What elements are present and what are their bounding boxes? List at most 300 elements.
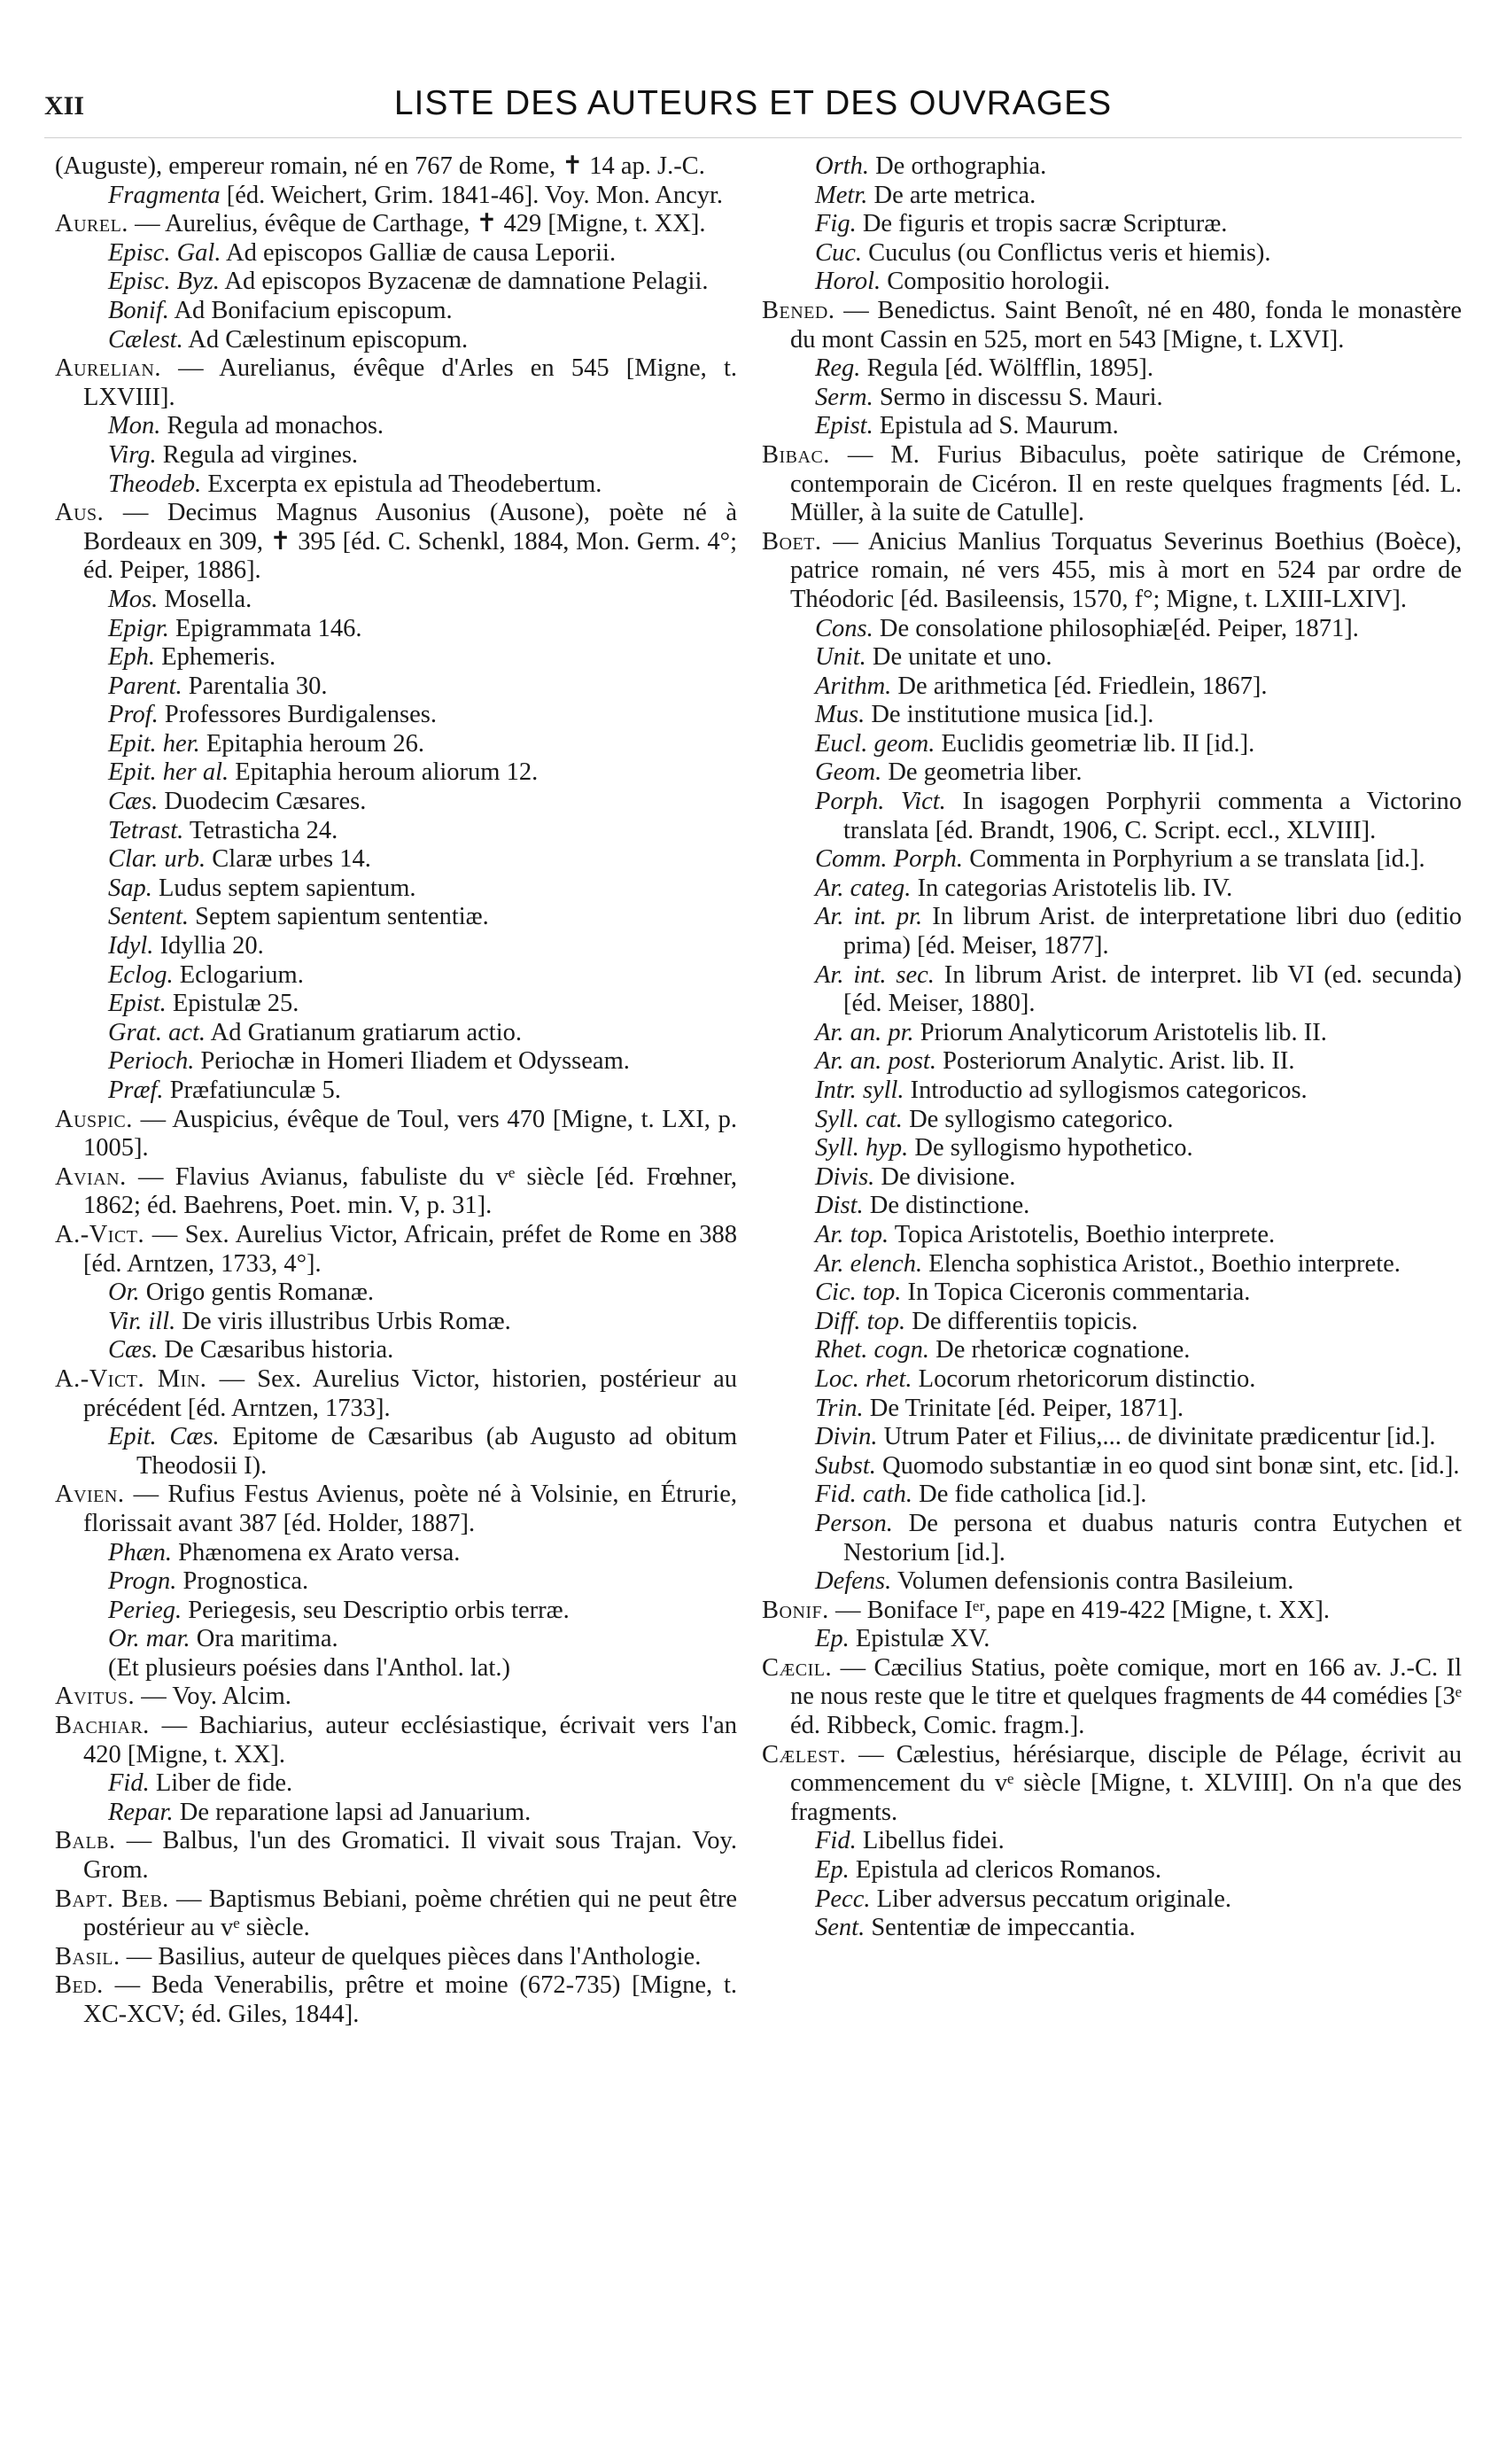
work-abbreviation: Cæs. bbox=[108, 1336, 159, 1364]
work-abbreviation: Epist. bbox=[815, 412, 873, 440]
work-entry bbox=[762, 1567, 1462, 1597]
entry-text: De divisione. bbox=[881, 1162, 1016, 1191]
work-abbreviation: Fid. bbox=[108, 1769, 150, 1798]
author-abbreviation: Bened. bbox=[762, 296, 835, 324]
entry-text: Quomodo substantiæ in eo quod sint bonæ sint, etc. [id.]. bbox=[882, 1451, 1460, 1480]
entry-text: Utrum Pater et Filius,... de divinitate prædicentur [id.]. bbox=[883, 1423, 1436, 1451]
entry-text: — Basilius, auteur de quelques pièces dans l'Anthologie. bbox=[126, 1942, 702, 1970]
work-abbreviation: Phæn. bbox=[108, 1538, 173, 1566]
entry-text: Ad episcopos Byzacenæ de damnatione Pelagii. bbox=[224, 268, 709, 296]
work-abbreviation: Sentent. bbox=[108, 903, 190, 931]
entry-text: De rhetoricæ cognatione. bbox=[935, 1336, 1191, 1364]
work-entry bbox=[55, 1279, 737, 1308]
work-abbreviation: Mus. bbox=[815, 701, 866, 729]
work-entry bbox=[55, 615, 737, 644]
work-entry bbox=[55, 1423, 737, 1481]
work-entry bbox=[762, 1481, 1462, 1510]
entry-text: De geometria liber. bbox=[888, 758, 1083, 787]
entry-text: (Auguste), empereur romain, né en 767 de Rome, ✝ 14 ap. J.-C. bbox=[55, 152, 705, 180]
work-abbreviation: Epit. Cæs. bbox=[108, 1423, 220, 1451]
entry-text: — Benedictus. Saint Benoît, né en 480, fonda le monastère du mont Cassin en 525, mort en 543 [Migne, t. LXVI]. bbox=[790, 296, 1463, 354]
work-abbreviation: Defens. bbox=[815, 1567, 892, 1596]
author-entry bbox=[55, 210, 737, 239]
work-abbreviation: Trin. bbox=[815, 1394, 864, 1422]
work-entry bbox=[762, 788, 1462, 845]
work-abbreviation: Ar. an. post. bbox=[815, 1047, 936, 1076]
entry-text: — Sex. Aurelius Victor, historien, postérieur au précédent [éd. Arntzen, 1733]. bbox=[83, 1364, 737, 1422]
work-entry bbox=[55, 758, 737, 788]
entry-text: Epitaphia heroum 26. bbox=[206, 729, 424, 758]
work-abbreviation: Epigr. bbox=[108, 614, 169, 642]
entry-text: De differentiis topicis. bbox=[912, 1307, 1138, 1335]
work-abbreviation: Rhet. cogn. bbox=[815, 1336, 930, 1364]
entry-text: Priorum Analyticorum Aristotelis lib. II. bbox=[920, 1018, 1327, 1046]
author-abbreviation: Balb. bbox=[55, 1827, 116, 1855]
author-entry bbox=[55, 1683, 737, 1712]
author-abbreviation: Bapt. Beb. bbox=[55, 1885, 169, 1913]
entry-text: Epigrammata 146. bbox=[175, 614, 362, 642]
entry-text: Commenta in Porphyrium a se translata [id.]. bbox=[969, 845, 1425, 874]
author-entry bbox=[55, 1712, 737, 1769]
entry-text: Locorum rhetoricorum distinctio. bbox=[918, 1364, 1256, 1393]
work-abbreviation: Theodeb. bbox=[108, 470, 202, 498]
work-entry bbox=[55, 643, 737, 672]
entry-text: Claræ urbes 14. bbox=[212, 845, 371, 874]
author-entry bbox=[762, 297, 1462, 354]
work-entry bbox=[55, 586, 737, 615]
author-entry bbox=[55, 354, 737, 412]
index-entry bbox=[55, 152, 737, 182]
author-abbreviation: Cælest. bbox=[762, 1740, 847, 1768]
entry-text: Liber adversus peccatum originale. bbox=[876, 1885, 1232, 1913]
work-entry bbox=[762, 1106, 1462, 1135]
entry-text: Idyllia 20. bbox=[159, 932, 264, 960]
entry-text: De arte metrica. bbox=[873, 181, 1036, 209]
entry-text: Ephemeris. bbox=[161, 643, 276, 672]
work-abbreviation: Fig. bbox=[815, 210, 857, 238]
entry-text: Epitome de Cæsaribus (ab Augusto ad obitum Theodosii I). bbox=[136, 1423, 737, 1480]
entry-text: Parentalia 30. bbox=[188, 672, 328, 700]
entry-text: Liber de fide. bbox=[155, 1769, 293, 1798]
work-entry bbox=[55, 297, 737, 326]
work-abbreviation: Eclog. bbox=[108, 960, 174, 989]
work-abbreviation: Orth. bbox=[815, 152, 869, 180]
work-entry bbox=[55, 1047, 737, 1077]
work-abbreviation: Fid. bbox=[815, 1827, 857, 1855]
entry-text: Epistula ad clericos Romanos. bbox=[855, 1856, 1162, 1885]
work-entry bbox=[762, 903, 1462, 960]
work-entry bbox=[55, 326, 737, 355]
work-abbreviation: Intr. syll. bbox=[815, 1077, 904, 1104]
entry-text: De Cæsaribus historia. bbox=[164, 1336, 394, 1364]
author-entry bbox=[55, 1481, 737, 1538]
author-abbreviation: Aurel. bbox=[55, 210, 128, 238]
author-abbreviation: Aus. bbox=[55, 499, 105, 527]
author-entry bbox=[55, 1106, 737, 1163]
work-entry bbox=[55, 1597, 737, 1626]
work-entry bbox=[55, 903, 737, 932]
work-abbreviation: Metr. bbox=[815, 181, 868, 209]
work-entry bbox=[55, 1019, 737, 1048]
work-abbreviation: Epit. her al. bbox=[108, 758, 229, 787]
entry-text: — Balbus, l'un des Gromatici. Il vivait sous Trajan. Voy. Grom. bbox=[83, 1827, 737, 1885]
page-number: XII bbox=[44, 91, 85, 120]
work-entry bbox=[762, 615, 1462, 644]
entry-text: [éd. Weichert, Grim. 1841-46]. Voy. Mon. Ancyr. bbox=[226, 181, 724, 209]
work-abbreviation: Prof. bbox=[108, 701, 159, 729]
entry-text: Ad Cælestinum episcopum. bbox=[188, 325, 469, 354]
work-entry bbox=[762, 1452, 1462, 1481]
author-entry bbox=[762, 528, 1462, 615]
entry-text: — Beda Venerabilis, prêtre et moine (672-735) [Migne, t. XC-XCV; éd. Giles, 1844]. bbox=[83, 1971, 737, 2028]
entry-text: De syllogismo categorico. bbox=[909, 1105, 1174, 1133]
author-abbreviation: A.-Vict. bbox=[55, 1220, 145, 1248]
work-entry bbox=[55, 990, 737, 1019]
work-entry bbox=[55, 1336, 737, 1365]
work-abbreviation: Ar. an. pr. bbox=[815, 1018, 914, 1046]
work-entry bbox=[762, 1885, 1462, 1915]
work-entry bbox=[55, 441, 737, 470]
entry-text: — Voy. Alcim. bbox=[141, 1683, 291, 1711]
entry-text: Introductio ad syllogismos categoricos. bbox=[910, 1077, 1308, 1104]
work-entry bbox=[55, 701, 737, 730]
work-abbreviation: Cæs. bbox=[108, 788, 159, 816]
work-entry bbox=[762, 1192, 1462, 1221]
work-entry bbox=[55, 874, 737, 904]
author-entry bbox=[55, 1827, 737, 1885]
entry-text: — Rufius Festus Avienus, poète né à Volsinie, en Étrurie, florissait avant 387 [éd. Holder, 1887]. bbox=[83, 1481, 737, 1537]
work-entry bbox=[762, 961, 1462, 1019]
work-entry bbox=[762, 730, 1462, 759]
work-abbreviation: Unit. bbox=[815, 643, 866, 672]
work-abbreviation: Eucl. geom. bbox=[815, 729, 935, 758]
work-entry bbox=[762, 1914, 1462, 1943]
work-entry bbox=[762, 1077, 1462, 1106]
entry-text: — Flavius Avianus, fabuliste du vᵉ siècle [éd. Frœhner, 1862; éd. Baehrens, Poet. min. V, p. 31]. bbox=[83, 1162, 737, 1220]
author-entry bbox=[55, 1943, 737, 1972]
work-entry bbox=[762, 1047, 1462, 1077]
work-entry bbox=[762, 239, 1462, 268]
work-entry bbox=[762, 268, 1462, 297]
left-column bbox=[55, 152, 737, 2030]
work-entry bbox=[762, 758, 1462, 788]
entry-text: In Topica Ciceronis commentaria. bbox=[907, 1279, 1251, 1307]
work-abbreviation: Cælest. bbox=[108, 325, 183, 354]
work-abbreviation: Serm. bbox=[815, 383, 873, 411]
work-abbreviation: Arithm. bbox=[815, 672, 892, 700]
work-entry bbox=[762, 1308, 1462, 1337]
work-entry bbox=[55, 412, 737, 441]
entry-text: Sententiæ de impeccantia. bbox=[871, 1914, 1136, 1942]
entry-text: — M. Furius Bibaculus, poète satirique de Crémone, contemporain de Cicéron. Il en reste quelques fragments [éd. L. Müller, à la suite de Catulle]. bbox=[790, 440, 1463, 527]
entry-text: Compositio horologii. bbox=[887, 268, 1111, 296]
work-entry bbox=[762, 210, 1462, 239]
work-abbreviation: Ep. bbox=[815, 1856, 850, 1885]
work-abbreviation: Repar. bbox=[108, 1798, 174, 1826]
work-entry bbox=[55, 470, 737, 500]
work-abbreviation: Cic. top. bbox=[815, 1279, 902, 1307]
entry-text: — Decimus Magnus Ausonius (Ausone), poète né à Bordeaux en 309, ✝ 395 [éd. C. Schenkl, 1884, Mon. Germ. 4°; éd. Peiper, 1886]. bbox=[83, 499, 738, 585]
author-abbreviation: Bonif. bbox=[762, 1596, 829, 1624]
work-abbreviation: Pecc. bbox=[815, 1885, 871, 1913]
work-entry bbox=[55, 239, 737, 268]
work-entry bbox=[762, 1019, 1462, 1048]
work-abbreviation: Sent. bbox=[815, 1914, 866, 1942]
entry-text: In librum Arist. de interpretatione libri duo (editio prima) [éd. Meiser, 1877]. bbox=[843, 903, 1462, 960]
author-entry bbox=[55, 1885, 737, 1943]
work-entry bbox=[55, 961, 737, 991]
entry-text: — Aurelianus, évêque d'Arles en 545 [Migne, t. LXVIII]. bbox=[83, 354, 737, 411]
entry-text: Septem sapientum sententiæ. bbox=[195, 903, 489, 931]
entry-text: Periochæ in Homeri Iliadem et Odysseam. bbox=[200, 1047, 630, 1076]
work-abbreviation: Ar. categ. bbox=[815, 874, 912, 902]
entry-text: Regula ad virgines. bbox=[162, 440, 359, 469]
work-entry bbox=[762, 1625, 1462, 1654]
work-entry bbox=[55, 268, 737, 297]
author-abbreviation: Avien. bbox=[55, 1481, 125, 1509]
work-abbreviation: Vir. ill. bbox=[108, 1307, 176, 1335]
entry-text: Ad Gratianum gratiarum actio. bbox=[210, 1018, 522, 1046]
entry-text: Regula ad monachos. bbox=[167, 412, 384, 440]
entry-text: Ad episcopos Galliæ de causa Leporii. bbox=[226, 238, 617, 267]
index-entry bbox=[55, 1654, 737, 1683]
work-abbreviation: Parent. bbox=[108, 672, 182, 700]
entry-text: De consolatione philosophiæ[éd. Peiper, 1871]. bbox=[879, 614, 1359, 642]
work-abbreviation: Syll. cat. bbox=[815, 1105, 903, 1133]
work-entry bbox=[762, 1423, 1462, 1452]
author-entry bbox=[55, 1221, 737, 1279]
author-abbreviation: Auspic. bbox=[55, 1105, 133, 1133]
entry-text: De fide catholica [id.]. bbox=[919, 1481, 1147, 1509]
work-entry bbox=[762, 1250, 1462, 1279]
entry-text: Elencha sophistica Aristot., Boethio interprete. bbox=[928, 1249, 1401, 1278]
work-entry bbox=[762, 354, 1462, 384]
work-abbreviation: Clar. urb. bbox=[108, 845, 206, 874]
author-abbreviation: Bibac. bbox=[762, 440, 830, 469]
entry-text: — Anicius Manlius Torquatus Severinus Boethius (Boèce), patrice romain, né vers 455, mis à mort en 524 par ordre de Théodoric [éd. Basileensis, 1570, f°; Migne, t. LXIII-LXIV]. bbox=[790, 527, 1463, 613]
entry-text: Epistulæ 25. bbox=[172, 990, 299, 1018]
work-entry bbox=[55, 845, 737, 874]
author-entry bbox=[762, 1741, 1462, 1828]
work-abbreviation: Horol. bbox=[815, 268, 881, 296]
work-entry bbox=[55, 1539, 737, 1568]
entry-text: De reparatione lapsi ad Januarium. bbox=[179, 1798, 532, 1826]
entry-text: De figuris et tropis sacræ Scripturæ. bbox=[862, 210, 1228, 238]
author-abbreviation: A.-Vict. Min. bbox=[55, 1364, 207, 1393]
author-abbreviation: Bachiar. bbox=[55, 1712, 150, 1740]
work-abbreviation: Ar. elench. bbox=[815, 1249, 923, 1278]
entry-text: De syllogismo hypothetico. bbox=[914, 1134, 1193, 1162]
entry-text: De institutione musica [id.]. bbox=[871, 701, 1154, 729]
author-entry bbox=[762, 1597, 1462, 1626]
work-entry bbox=[55, 788, 737, 817]
entry-text: In librum Arist. de interpret. lib VI (ed. secunda) [éd. Meiser, 1880]. bbox=[843, 960, 1462, 1018]
page-header bbox=[44, 84, 1462, 138]
entry-text: Excerpta ex epistula ad Theodebertum. bbox=[207, 470, 602, 498]
entry-text: In categorias Aristotelis lib. IV. bbox=[917, 874, 1233, 902]
work-entry bbox=[55, 730, 737, 759]
entry-text: Periegesis, seu Descriptio orbis terræ. bbox=[188, 1596, 570, 1624]
work-abbreviation: Epist. bbox=[108, 990, 167, 1018]
entry-text: Præfatiunculæ 5. bbox=[169, 1077, 341, 1104]
work-abbreviation: Perieg. bbox=[108, 1596, 182, 1624]
work-abbreviation: Or. bbox=[108, 1279, 140, 1307]
entry-text: De viris illustribus Urbis Romæ. bbox=[182, 1307, 511, 1335]
entry-text: Libellus fidei. bbox=[862, 1827, 1005, 1855]
work-abbreviation: Fid. cath. bbox=[815, 1481, 913, 1509]
author-entry bbox=[55, 1365, 737, 1423]
work-entry bbox=[55, 1567, 737, 1597]
work-abbreviation: Mon. bbox=[108, 412, 161, 440]
work-abbreviation: Comm. Porph. bbox=[815, 845, 964, 874]
work-entry bbox=[762, 845, 1462, 874]
work-entry bbox=[55, 182, 737, 211]
work-abbreviation: Ar. int. pr. bbox=[815, 903, 923, 931]
work-entry bbox=[762, 1395, 1462, 1424]
author-entry bbox=[55, 1163, 737, 1221]
entry-text: De distinctione. bbox=[869, 1192, 1030, 1220]
entry-text: Euclidis geometriæ lib. II [id.]. bbox=[941, 729, 1255, 758]
work-abbreviation: Reg. bbox=[815, 354, 861, 383]
right-column bbox=[762, 152, 1462, 1943]
author-abbreviation: Avian. bbox=[55, 1162, 127, 1191]
entry-text: Ludus septem sapientum. bbox=[159, 874, 416, 902]
work-abbreviation: Eph. bbox=[108, 643, 156, 672]
entry-text: De unitate et uno. bbox=[872, 643, 1052, 672]
author-abbreviation: Bed. bbox=[55, 1971, 104, 2000]
work-entry bbox=[762, 152, 1462, 182]
work-abbreviation: Porph. Vict. bbox=[815, 788, 946, 816]
entry-text: Regula [éd. Wölfflin, 1895]. bbox=[866, 354, 1154, 383]
work-entry bbox=[55, 1769, 737, 1799]
entry-text: Ad Bonifacium episcopum. bbox=[174, 296, 453, 324]
running-title: LISTE DES AUTEURS ET DES OUVRAGES bbox=[393, 84, 1113, 122]
work-entry bbox=[762, 701, 1462, 730]
work-abbreviation: Geom. bbox=[815, 758, 882, 787]
work-abbreviation: Cuc. bbox=[815, 238, 863, 267]
work-abbreviation: Episc. Byz. bbox=[108, 268, 220, 296]
work-entry bbox=[762, 672, 1462, 702]
author-entry bbox=[55, 499, 737, 586]
entry-text: Tetrasticha 24. bbox=[189, 816, 338, 844]
entry-text: Prognostica. bbox=[182, 1567, 309, 1596]
entry-text: De orthographia. bbox=[875, 152, 1047, 180]
work-abbreviation: Syll. hyp. bbox=[815, 1134, 909, 1162]
work-abbreviation: Episc. Gal. bbox=[108, 238, 221, 267]
work-entry bbox=[55, 1308, 737, 1337]
work-abbreviation: Virg. bbox=[108, 440, 157, 469]
entry-text: — Cæcilius Statius, poète comique, mort en 166 av. J.-C. Il ne nous reste que le titre et quelques fragments de 44 comédies [3ᵉ éd. Ribbeck, Comic. fragm.]. bbox=[790, 1653, 1462, 1740]
work-entry bbox=[762, 1163, 1462, 1193]
entry-text: — Auspicius, évêque de Toul, vers 470 [Migne, t. LXI, p. 1005]. bbox=[83, 1105, 737, 1162]
work-abbreviation: Præf. bbox=[108, 1077, 164, 1104]
work-abbreviation: Sap. bbox=[108, 874, 152, 902]
work-entry bbox=[762, 1134, 1462, 1163]
entry-text: Cuculus (ou Conflictus veris et hiemis). bbox=[868, 238, 1271, 267]
work-abbreviation: Ep. bbox=[815, 1625, 850, 1653]
work-abbreviation: Grat. act. bbox=[108, 1018, 206, 1046]
work-entry bbox=[762, 182, 1462, 211]
work-entry bbox=[55, 817, 737, 846]
work-entry bbox=[762, 1827, 1462, 1856]
author-abbreviation: Basil. bbox=[55, 1942, 120, 1970]
author-entry bbox=[762, 1654, 1462, 1741]
author-entry bbox=[55, 1971, 737, 2029]
work-entry bbox=[55, 1077, 737, 1106]
entry-text: — Cælestius, hérésiarque, disciple de Pélage, écrivit au commencement du vᵉ siècle [Migne, t. XLVIII]. On n'a que des fragments. bbox=[790, 1740, 1463, 1826]
work-abbreviation: Diff. top. bbox=[815, 1307, 906, 1335]
author-abbreviation: Boet. bbox=[762, 527, 822, 556]
entry-text: Volumen defensionis contra Basileium. bbox=[897, 1567, 1294, 1596]
entry-text: Epistula ad S. Maurum. bbox=[879, 412, 1119, 440]
entry-text: Origo gentis Romanæ. bbox=[145, 1279, 375, 1307]
work-abbreviation: Tetrast. bbox=[108, 816, 184, 844]
entry-text: — Boniface Iᵉʳ, pape en 419-422 [Migne, t. XX]. bbox=[835, 1596, 1330, 1624]
work-abbreviation: Or. mar. bbox=[108, 1625, 190, 1653]
work-abbreviation: Mos. bbox=[108, 585, 159, 613]
entry-text: Duodecim Cæsares. bbox=[164, 788, 367, 816]
entry-text: De Trinitate [éd. Peiper, 1871]. bbox=[869, 1394, 1184, 1422]
author-abbreviation: Cæcil. bbox=[762, 1653, 833, 1682]
entry-text: Topica Aristotelis, Boethio interprete. bbox=[894, 1220, 1276, 1248]
work-entry bbox=[762, 384, 1462, 413]
entry-text: — Sex. Aurelius Victor, Africain, préfet de Rome en 388 [éd. Arntzen, 1733, 4°]. bbox=[83, 1220, 737, 1278]
work-entry bbox=[762, 1365, 1462, 1395]
work-entry bbox=[762, 1279, 1462, 1308]
entry-text: (Et plusieurs poésies dans l'Anthol. lat.) bbox=[108, 1653, 510, 1682]
work-abbreviation: Epit. her. bbox=[108, 729, 200, 758]
work-entry bbox=[55, 1625, 737, 1654]
work-abbreviation: Ar. int. sec. bbox=[815, 960, 935, 989]
work-abbreviation: Idyl. bbox=[108, 932, 154, 960]
entry-text: Eclogarium. bbox=[179, 960, 304, 989]
work-entry bbox=[55, 672, 737, 702]
work-abbreviation: Perioch. bbox=[108, 1047, 195, 1076]
work-abbreviation: Progn. bbox=[108, 1567, 177, 1596]
work-abbreviation: Subst. bbox=[815, 1451, 876, 1480]
work-abbreviation: Divis. bbox=[815, 1162, 875, 1191]
work-entry bbox=[55, 1799, 737, 1828]
work-abbreviation: Loc. rhet. bbox=[815, 1364, 912, 1393]
work-abbreviation: Ar. top. bbox=[815, 1220, 889, 1248]
work-entry bbox=[762, 1856, 1462, 1885]
author-abbreviation: Aurelian. bbox=[55, 354, 161, 383]
work-entry bbox=[762, 874, 1462, 904]
entry-text: Epistulæ XV. bbox=[855, 1625, 990, 1653]
work-entry bbox=[762, 643, 1462, 672]
entry-text: Phænomena ex Arato versa. bbox=[178, 1538, 461, 1566]
work-abbreviation: Bonif. bbox=[108, 296, 169, 324]
entry-text: Sermo in discessu S. Mauri. bbox=[879, 383, 1163, 411]
work-entry bbox=[762, 412, 1462, 441]
work-abbreviation: Dist. bbox=[815, 1192, 864, 1220]
author-abbreviation: Avitus. bbox=[55, 1683, 136, 1711]
work-abbreviation: Person. bbox=[815, 1509, 893, 1537]
entry-text: — Bachiarius, auteur ecclésiastique, écrivait vers l'an 420 [Migne, t. XX]. bbox=[83, 1712, 738, 1768]
work-entry bbox=[55, 932, 737, 961]
work-abbreviation: Cons. bbox=[815, 614, 873, 642]
work-entry bbox=[762, 1336, 1462, 1365]
entry-text: Mosella. bbox=[164, 585, 252, 613]
entry-text: — Aurelius, évêque de Carthage, ✝ 429 [Migne, t. XX]. bbox=[135, 210, 706, 238]
work-entry bbox=[762, 1510, 1462, 1567]
entry-text: Epitaphia heroum aliorum 12. bbox=[235, 758, 539, 787]
entry-text: De persona et duabus naturis contra Eutychen et Nestorium [id.]. bbox=[843, 1509, 1462, 1566]
work-entry bbox=[762, 1221, 1462, 1250]
entry-text: — Baptismus Bebiani, poème chrétien qui ne peut être postérieur au vᵉ siècle. bbox=[83, 1885, 738, 1942]
entry-text: Professores Burdigalenses. bbox=[164, 701, 437, 729]
work-abbreviation: Divin. bbox=[815, 1423, 878, 1451]
